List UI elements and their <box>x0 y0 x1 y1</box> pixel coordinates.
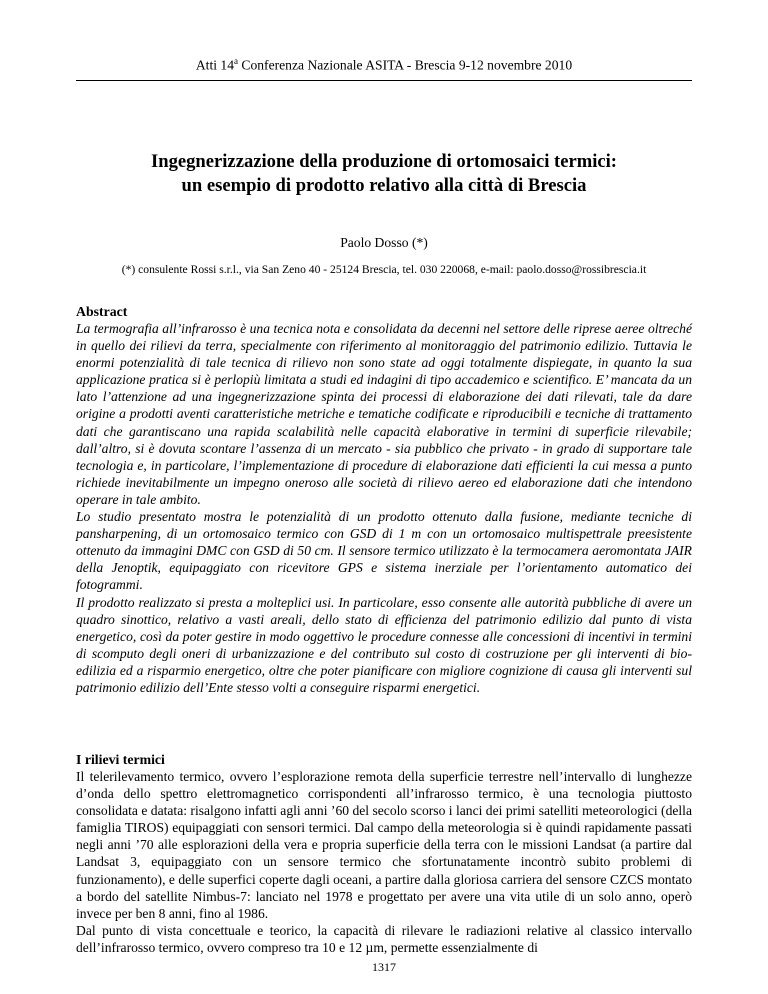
body-paragraph: Dal punto di vista concettuale e teorico, la capacità di rilevare le radiazioni relative al classico intervallo dell’infrarosso termico, ovvero compreso tra 10 e 12 µm, permette essenzialmente di <box>76 922 692 955</box>
running-header-prefix: Atti 14 <box>195 57 234 73</box>
abstract-section <box>76 303 692 696</box>
paper-title-line-1: Ingegnerizzazione della produzione di ortomosaici termici: <box>151 151 617 172</box>
page-number: 1317 <box>372 960 396 974</box>
section-heading: I rilievi termici <box>76 752 165 767</box>
abstract-paragraph: Il prodotto realizzato si presta a molteplici usi. In particolare, esso consente alle autorità pubbliche di avere un quadro sinottico, relativo a vasti areali, dello stato di efficienza del patrimonio edilizio dal punto di vista energetico, così da poter gestire in modo oggettivo le procedure connesse alle concessioni di incentivi in termini di scomputo degli oneri di urbanizzazione e del contributo sul costo di costruzione per gli interventi di bio-edilizia ed a risparmio energetico, oltre che poter pianificare con migliore cognizione di causa gli interventi sul patrimonio edilizio dell’Ente stesso volti a conseguire risparmi energetici. <box>76 594 692 695</box>
running-header-suffix: Conferenza Nazionale ASITA - Brescia 9-12 novembre 2010 <box>238 57 573 73</box>
section-rilievi-termici <box>76 751 692 956</box>
body-paragraph: Il telerilevamento termico, ovvero l’esplorazione remota della superficie terrestre nell’intervallo di lunghezze d’onda dello spettro elettromagnetico corrispondenti all’infrarosso termico, è una tecnologia piuttosto consolidata e datata: risalgono infatti agli anni ’60 del secolo scorso i lanci dei primi satelliti meteorologici (della famiglia TIROS) equipaggiati con sensori termici. Dal campo della meteorologia si è quindi rapidamente passati negli anni ’70 alle esplorazioni della vera e propria superficie della terra con le missioni Landsat (a partire dal Landsat 3, equipaggiato con un sensore termico che sfortunatamente incontrò subito problemi di funzionamento), e delle superfici coperte dagli oceani, a partire dalla gloriosa carriera del sensore CZCS montato a bordo del satellite Nimbus-7: lanciato nel 1978 e progettato per avere una vita utile di un solo anno, operò invece per ben 8 anni, fino al 1986. <box>76 769 692 921</box>
abstract-heading: Abstract <box>76 304 128 319</box>
header-rule <box>76 80 692 81</box>
abstract-paragraph: La termografia all’infrarosso è una tecnica nota e consolidata da decenni nel settore delle riprese aeree oltreché in quello dei rilievi da terra, specialmente con riferimento al monitoraggio del patrimonio edilizio. Tuttavia le enormi potenzialità di tale tecnica di rilievo non sono state ad oggi totalmente dispiegate, in quanto la sua applicazione pratica si è perlopiù limitata a studi ed indagini di tipo accademico e scientifico. E’ mancata da un lato l’attenzione ad una ingegnerizzazione spinta dei processi di elaborazione dei dati rilevati, tale da dare origine a prodotti aventi caratteristiche metriche e tematiche codificate e riproducibili e tecniche di trattamento dati che garantiscano una rapida scalabilità nelle capacità elaborative in termini di superficie rilevabile; dall’altro, si è dovuta scontare l’assenza di un mercato - sia pubblico che privato - in grado di supportare tale tecnologia e, in particolare, l’implementazione di procedure di elaborazione dati efficienti la cui messa a punto richiede inevitabilmente un impegno oneroso alle società di rilievo aereo ed elaborazione dati che intendono operare in tale ambito. <box>76 321 692 507</box>
paper-title <box>76 150 692 198</box>
abstract-paragraph: Lo studio presentato mostra le potenzialità di un prodotto ottenuto dalla fusione, mediante tecniche di pansharpening, di un ortomosaico termico con GSD di 1 m con un ortomosaico multispettrale preesistente ottenuto da immagini DMC con GSD di 50 cm. Il sensore termico utilizzato è la termocamera aeromontata JAIR della Jenoptik, equipaggiato con ricevitore GPS e sistema inerziale per l’orientamento automatico dei fotogrammi. <box>76 509 692 593</box>
paper-title-line-2: un esempio di prodotto relativo alla città di Brescia <box>181 175 587 196</box>
affiliation: (*) consulente Rossi s.r.l., via San Zeno 40 - 25124 Brescia, tel. 030 220068, e-mail: paolo.dosso@rossibrescia.it <box>121 263 647 276</box>
running-header <box>0 56 768 74</box>
running-header-superscript: a <box>234 56 238 66</box>
author: Paolo Dosso (*) <box>340 235 428 250</box>
